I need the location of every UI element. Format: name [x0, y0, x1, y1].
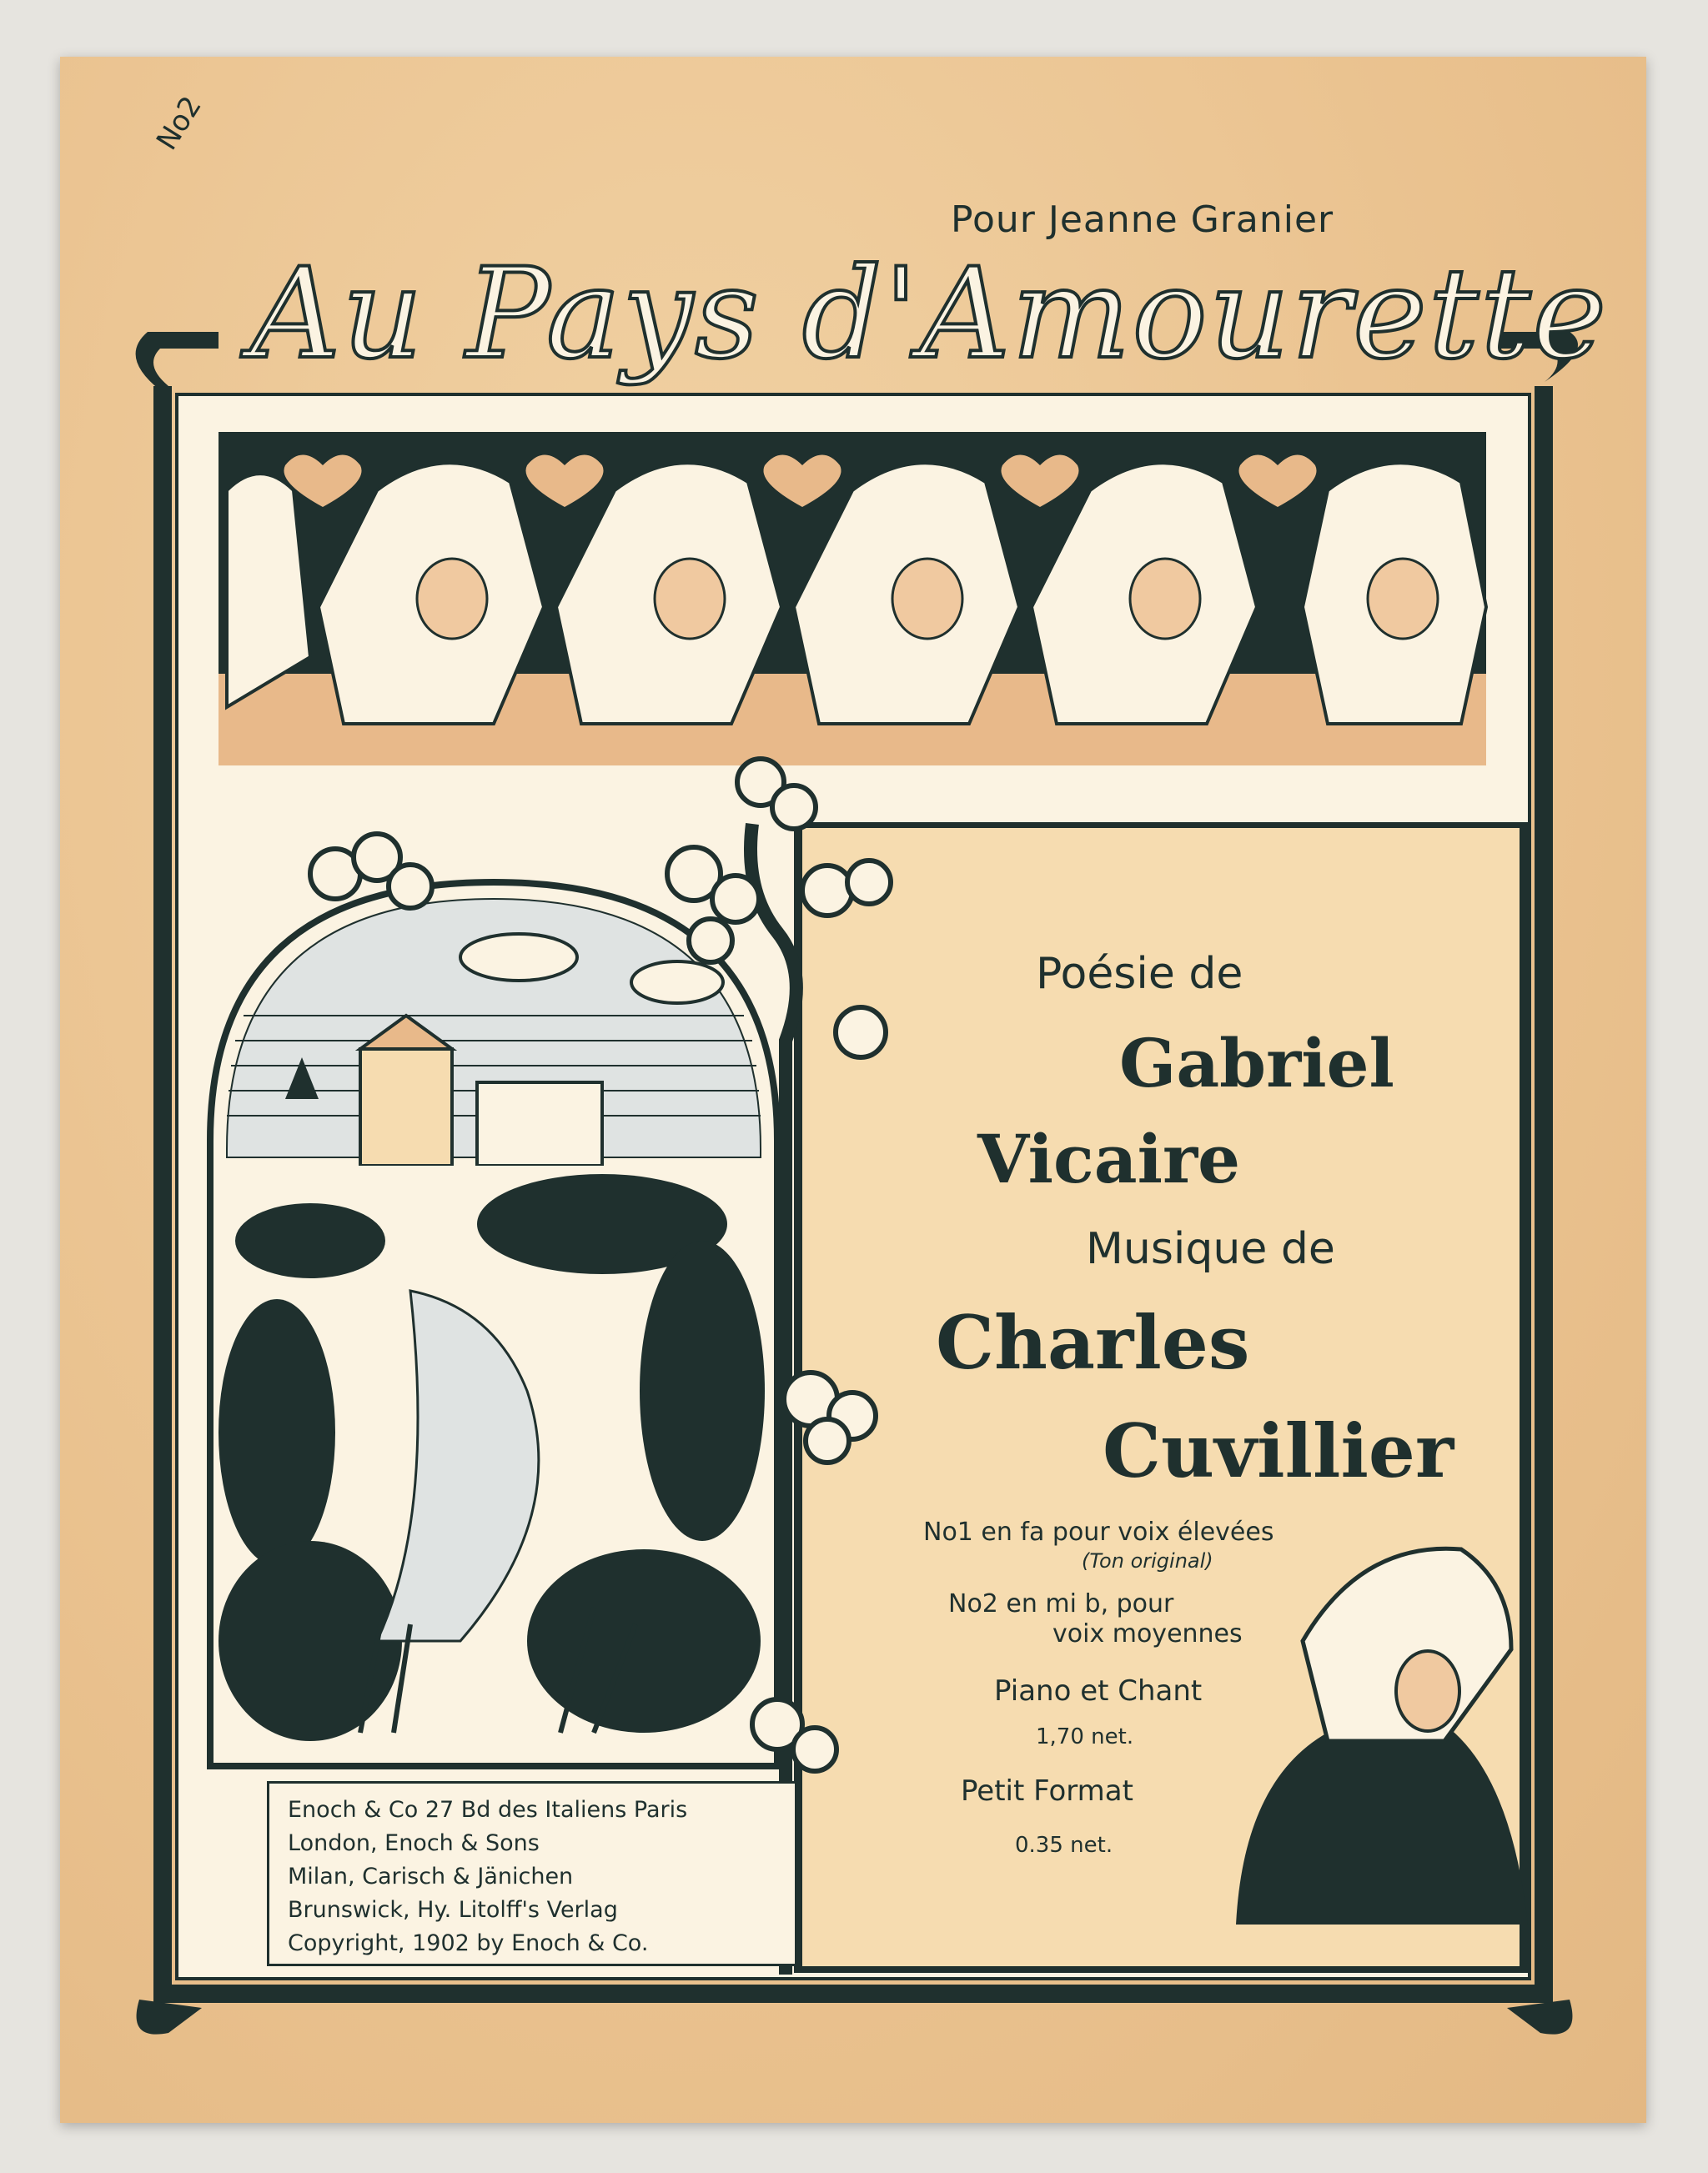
publisher-line: Enoch & Co 27 Bd des Italiens Paris	[288, 1797, 688, 1823]
frieze-band	[219, 432, 1486, 765]
musique-label: Musique de	[1086, 1224, 1335, 1274]
poet-first-name: Gabriel	[1119, 1024, 1394, 1102]
piano-chant-price: 1,70 net.	[1036, 1724, 1134, 1749]
publisher-imprint	[267, 1781, 797, 1966]
poesie-label: Poésie de	[1036, 949, 1243, 999]
composer-last-name: Cuvillier	[1103, 1408, 1454, 1494]
edition-1: No1 en fa pour voix élevées	[923, 1518, 1274, 1547]
publisher-line: Brunswick, Hy. Litolff's Verlag	[288, 1897, 618, 1923]
dedication: Pour Jeanne Granier	[951, 198, 1334, 241]
piano-chant-label: Piano et Chant	[994, 1674, 1203, 1708]
credits-panel	[861, 882, 1528, 1966]
petit-format-price: 0.35 net.	[1015, 1833, 1113, 1858]
publisher-line: Copyright, 1902 by Enoch & Co.	[288, 1930, 649, 1956]
edition-1-note: (Ton original)	[1082, 1549, 1213, 1573]
composer-first-name: Charles	[936, 1299, 1250, 1386]
edition-2-continued: voix moyennes	[1052, 1619, 1243, 1649]
petit-format-label: Petit Format	[961, 1774, 1133, 1808]
sheet-number: No2	[150, 90, 208, 157]
landscape-illustration	[210, 882, 777, 1766]
poet-last-name: Vicaire	[977, 1120, 1241, 1198]
publisher-line: London, Enoch & Sons	[288, 1830, 540, 1856]
edition-2: No2 en mi b, pour	[948, 1589, 1174, 1618]
publisher-line: Milan, Carisch & Jänichen	[288, 1864, 574, 1889]
song-title: Au Pays d'Amourette	[250, 242, 1609, 387]
sheet-music-cover	[60, 57, 1646, 2123]
